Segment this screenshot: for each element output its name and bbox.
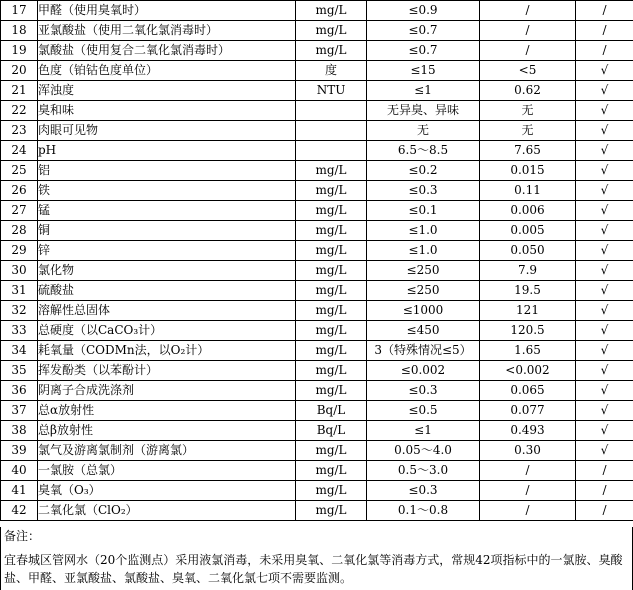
unit-cell: mg/L bbox=[296, 361, 367, 381]
result-cell: 0.050 bbox=[480, 241, 576, 261]
limit-cell: ≤0.3 bbox=[367, 181, 480, 201]
row-number: 41 bbox=[1, 481, 38, 501]
result-cell: 0.015 bbox=[480, 161, 576, 181]
judgement-cell: √ bbox=[576, 261, 633, 281]
result-cell: 120.5 bbox=[480, 321, 576, 341]
table-row bbox=[1, 481, 633, 501]
indicator-name: 铁 bbox=[38, 181, 296, 201]
unit-cell: NTU bbox=[296, 81, 367, 101]
indicator-name: 溶解性总固体 bbox=[38, 301, 296, 321]
result-cell: 0.065 bbox=[480, 381, 576, 401]
result-cell: 0.077 bbox=[480, 401, 576, 421]
judgement-cell: / bbox=[576, 501, 633, 521]
judgement-cell: √ bbox=[576, 421, 633, 441]
judgement-cell: / bbox=[576, 21, 633, 41]
judgement-cell: √ bbox=[576, 441, 633, 461]
row-number: 23 bbox=[1, 121, 38, 141]
table-row bbox=[1, 61, 633, 81]
unit-cell: mg/L bbox=[296, 201, 367, 221]
limit-cell: 无异臭、异味 bbox=[367, 101, 480, 121]
unit-cell: 度 bbox=[296, 61, 367, 81]
result-cell: 1.65 bbox=[480, 341, 576, 361]
row-number: 32 bbox=[1, 301, 38, 321]
indicator-name: 总α放射性 bbox=[38, 401, 296, 421]
result-cell: 19.5 bbox=[480, 281, 576, 301]
limit-cell: ≤1 bbox=[367, 421, 480, 441]
indicator-name: 一氯胺（总氯） bbox=[38, 461, 296, 481]
table-row bbox=[1, 241, 633, 261]
unit-cell: mg/L bbox=[296, 321, 367, 341]
table-row bbox=[1, 161, 633, 181]
result-cell: <0.002 bbox=[480, 361, 576, 381]
row-number: 39 bbox=[1, 441, 38, 461]
limit-cell: 6.5～8.5 bbox=[367, 141, 480, 161]
indicator-name: 臭和味 bbox=[38, 101, 296, 121]
row-number: 27 bbox=[1, 201, 38, 221]
judgement-cell: / bbox=[576, 1, 633, 21]
result-cell: 0.30 bbox=[480, 441, 576, 461]
indicator-name: 总硬度（以CaCO₃计） bbox=[38, 321, 296, 341]
row-number: 29 bbox=[1, 241, 38, 261]
unit-cell bbox=[296, 101, 367, 121]
indicator-name: 总β放射性 bbox=[38, 421, 296, 441]
judgement-cell: / bbox=[576, 481, 633, 501]
result-cell: / bbox=[480, 1, 576, 21]
table-row bbox=[1, 281, 633, 301]
indicator-name: 锌 bbox=[38, 241, 296, 261]
indicator-name: 肉眼可见物 bbox=[38, 121, 296, 141]
judgement-cell: √ bbox=[576, 181, 633, 201]
unit-cell bbox=[296, 141, 367, 161]
row-number: 21 bbox=[1, 81, 38, 101]
limit-cell: ≤1.0 bbox=[367, 221, 480, 241]
row-number: 17 bbox=[1, 1, 38, 21]
indicator-name: 甲醛（使用臭氧时） bbox=[38, 1, 296, 21]
judgement-cell: √ bbox=[576, 221, 633, 241]
row-number: 35 bbox=[1, 361, 38, 381]
row-number: 26 bbox=[1, 181, 38, 201]
indicator-name: 氯气及游离氯制剂（游离氯） bbox=[38, 441, 296, 461]
limit-cell: ≤0.5 bbox=[367, 401, 480, 421]
table-body bbox=[1, 1, 633, 521]
row-number: 19 bbox=[1, 41, 38, 61]
table-row bbox=[1, 301, 633, 321]
limit-cell: ≤250 bbox=[367, 261, 480, 281]
unit-cell: mg/L bbox=[296, 301, 367, 321]
indicator-name: pH bbox=[38, 141, 296, 161]
unit-cell: mg/L bbox=[296, 221, 367, 241]
indicator-name: 耗氧量（CODMn法，以O₂计） bbox=[38, 341, 296, 361]
result-cell: 7.9 bbox=[480, 261, 576, 281]
result-cell: 0.493 bbox=[480, 421, 576, 441]
table-row bbox=[1, 121, 633, 141]
result-cell: 无 bbox=[480, 121, 576, 141]
indicator-name: 臭氧（O₃） bbox=[38, 481, 296, 501]
limit-cell: ≤0.1 bbox=[367, 201, 480, 221]
indicator-name: 浑浊度 bbox=[38, 81, 296, 101]
judgement-cell: √ bbox=[576, 141, 633, 161]
row-number: 30 bbox=[1, 261, 38, 281]
indicator-name: 氯酸盐（使用复合二氧化氯消毒时） bbox=[38, 41, 296, 61]
limit-cell: ≤0.7 bbox=[367, 41, 480, 61]
limit-cell: ≤0.2 bbox=[367, 161, 480, 181]
limit-cell: 3（特殊情况≤5） bbox=[367, 341, 480, 361]
limit-cell: ≤0.3 bbox=[367, 381, 480, 401]
table-row bbox=[1, 361, 633, 381]
limit-cell: ≤1000 bbox=[367, 301, 480, 321]
limit-cell: ≤0.002 bbox=[367, 361, 480, 381]
unit-cell: Bq/L bbox=[296, 421, 367, 441]
row-number: 18 bbox=[1, 21, 38, 41]
judgement-cell: / bbox=[576, 461, 633, 481]
unit-cell: mg/L bbox=[296, 501, 367, 521]
unit-cell: mg/L bbox=[296, 281, 367, 301]
table-row bbox=[1, 341, 633, 361]
unit-cell: mg/L bbox=[296, 341, 367, 361]
result-cell: 121 bbox=[480, 301, 576, 321]
indicator-name: 硫酸盐 bbox=[38, 281, 296, 301]
indicator-name: 铜 bbox=[38, 221, 296, 241]
result-cell: / bbox=[480, 481, 576, 501]
limit-cell: ≤450 bbox=[367, 321, 480, 341]
result-cell: 0.006 bbox=[480, 201, 576, 221]
unit-cell: mg/L bbox=[296, 441, 367, 461]
row-number: 42 bbox=[1, 501, 38, 521]
judgement-cell: √ bbox=[576, 361, 633, 381]
limit-cell: 0.05～4.0 bbox=[367, 441, 480, 461]
judgement-cell: √ bbox=[576, 81, 633, 101]
limit-cell: ≤1 bbox=[367, 81, 480, 101]
indicator-name: 色度（铂钴色度单位） bbox=[38, 61, 296, 81]
row-number: 38 bbox=[1, 421, 38, 441]
unit-cell: mg/L bbox=[296, 1, 367, 21]
note-label: 备注： bbox=[4, 529, 41, 543]
table-row bbox=[1, 321, 633, 341]
unit-cell: mg/L bbox=[296, 241, 367, 261]
result-cell: 0.11 bbox=[480, 181, 576, 201]
table-row bbox=[1, 221, 633, 241]
table-row bbox=[1, 1, 633, 21]
row-number: 37 bbox=[1, 401, 38, 421]
limit-cell: 0.1～0.8 bbox=[367, 501, 480, 521]
table-row bbox=[1, 141, 633, 161]
row-number: 34 bbox=[1, 341, 38, 361]
unit-cell: mg/L bbox=[296, 181, 367, 201]
indicator-name: 锰 bbox=[38, 201, 296, 221]
row-number: 25 bbox=[1, 161, 38, 181]
note-section bbox=[0, 527, 633, 590]
table-row bbox=[1, 101, 633, 121]
result-cell: 7.65 bbox=[480, 141, 576, 161]
indicator-name: 二氧化氯（ClO₂） bbox=[38, 501, 296, 521]
indicator-name: 铝 bbox=[38, 161, 296, 181]
row-number: 31 bbox=[1, 281, 38, 301]
unit-cell: mg/L bbox=[296, 161, 367, 181]
table-row bbox=[1, 181, 633, 201]
indicator-name: 氯化物 bbox=[38, 261, 296, 281]
result-cell: 0.005 bbox=[480, 221, 576, 241]
row-number: 28 bbox=[1, 221, 38, 241]
judgement-cell: √ bbox=[576, 281, 633, 301]
result-cell: 无 bbox=[480, 101, 576, 121]
table-row bbox=[1, 401, 633, 421]
judgement-cell: / bbox=[576, 41, 633, 61]
row-number: 20 bbox=[1, 61, 38, 81]
table-row bbox=[1, 501, 633, 521]
table-row bbox=[1, 41, 633, 61]
table-row bbox=[1, 461, 633, 481]
table-row bbox=[1, 21, 633, 41]
limit-cell: ≤0.7 bbox=[367, 21, 480, 41]
unit-cell: mg/L bbox=[296, 21, 367, 41]
indicator-name: 阴离子合成洗涤剂 bbox=[38, 381, 296, 401]
judgement-cell: √ bbox=[576, 381, 633, 401]
result-cell: / bbox=[480, 461, 576, 481]
limit-cell: 0.5～3.0 bbox=[367, 461, 480, 481]
table-row bbox=[1, 201, 633, 221]
unit-cell: mg/L bbox=[296, 41, 367, 61]
unit-cell: mg/L bbox=[296, 461, 367, 481]
limit-cell: ≤0.9 bbox=[367, 1, 480, 21]
unit-cell: mg/L bbox=[296, 261, 367, 281]
row-number: 36 bbox=[1, 381, 38, 401]
unit-cell: mg/L bbox=[296, 381, 367, 401]
judgement-cell: √ bbox=[576, 121, 633, 141]
result-cell: / bbox=[480, 41, 576, 61]
judgement-cell: √ bbox=[576, 61, 633, 81]
indicator-name: 挥发酚类（以苯酚计） bbox=[38, 361, 296, 381]
judgement-cell: √ bbox=[576, 241, 633, 261]
limit-cell: ≤1.0 bbox=[367, 241, 480, 261]
table-row bbox=[1, 441, 633, 461]
judgement-cell: √ bbox=[576, 201, 633, 221]
result-cell: <5 bbox=[480, 61, 576, 81]
unit-cell: mg/L bbox=[296, 481, 367, 501]
table-row bbox=[1, 421, 633, 441]
table-row bbox=[1, 81, 633, 101]
table-row bbox=[1, 381, 633, 401]
limit-cell: ≤0.3 bbox=[367, 481, 480, 501]
result-cell: / bbox=[480, 21, 576, 41]
row-number: 40 bbox=[1, 461, 38, 481]
row-number: 22 bbox=[1, 101, 38, 121]
judgement-cell: √ bbox=[576, 101, 633, 121]
judgement-cell: √ bbox=[576, 301, 633, 321]
limit-cell: ≤15 bbox=[367, 61, 480, 81]
unit-cell bbox=[296, 121, 367, 141]
row-number: 24 bbox=[1, 141, 38, 161]
indicator-name: 亚氯酸盐（使用二氧化氯消毒时） bbox=[38, 21, 296, 41]
table-row bbox=[1, 261, 633, 281]
unit-cell: Bq/L bbox=[296, 401, 367, 421]
judgement-cell: √ bbox=[576, 341, 633, 361]
limit-cell: ≤250 bbox=[367, 281, 480, 301]
judgement-cell: √ bbox=[576, 161, 633, 181]
result-cell: / bbox=[480, 501, 576, 521]
judgement-cell: √ bbox=[576, 401, 633, 421]
note-text: 宜春城区管网水（20个监测点）采用液氯消毒，未采用臭氧、二氧化氯等消毒方式，常规42项指标中的一氯胺、臭酸盐、甲醛、亚氯酸盐、氯酸盐、臭氧、二氧化氯七项不需要监测。 bbox=[4, 553, 623, 585]
limit-cell: 无 bbox=[367, 121, 480, 141]
row-number: 33 bbox=[1, 321, 38, 341]
judgement-cell: √ bbox=[576, 321, 633, 341]
result-cell: 0.62 bbox=[480, 81, 576, 101]
